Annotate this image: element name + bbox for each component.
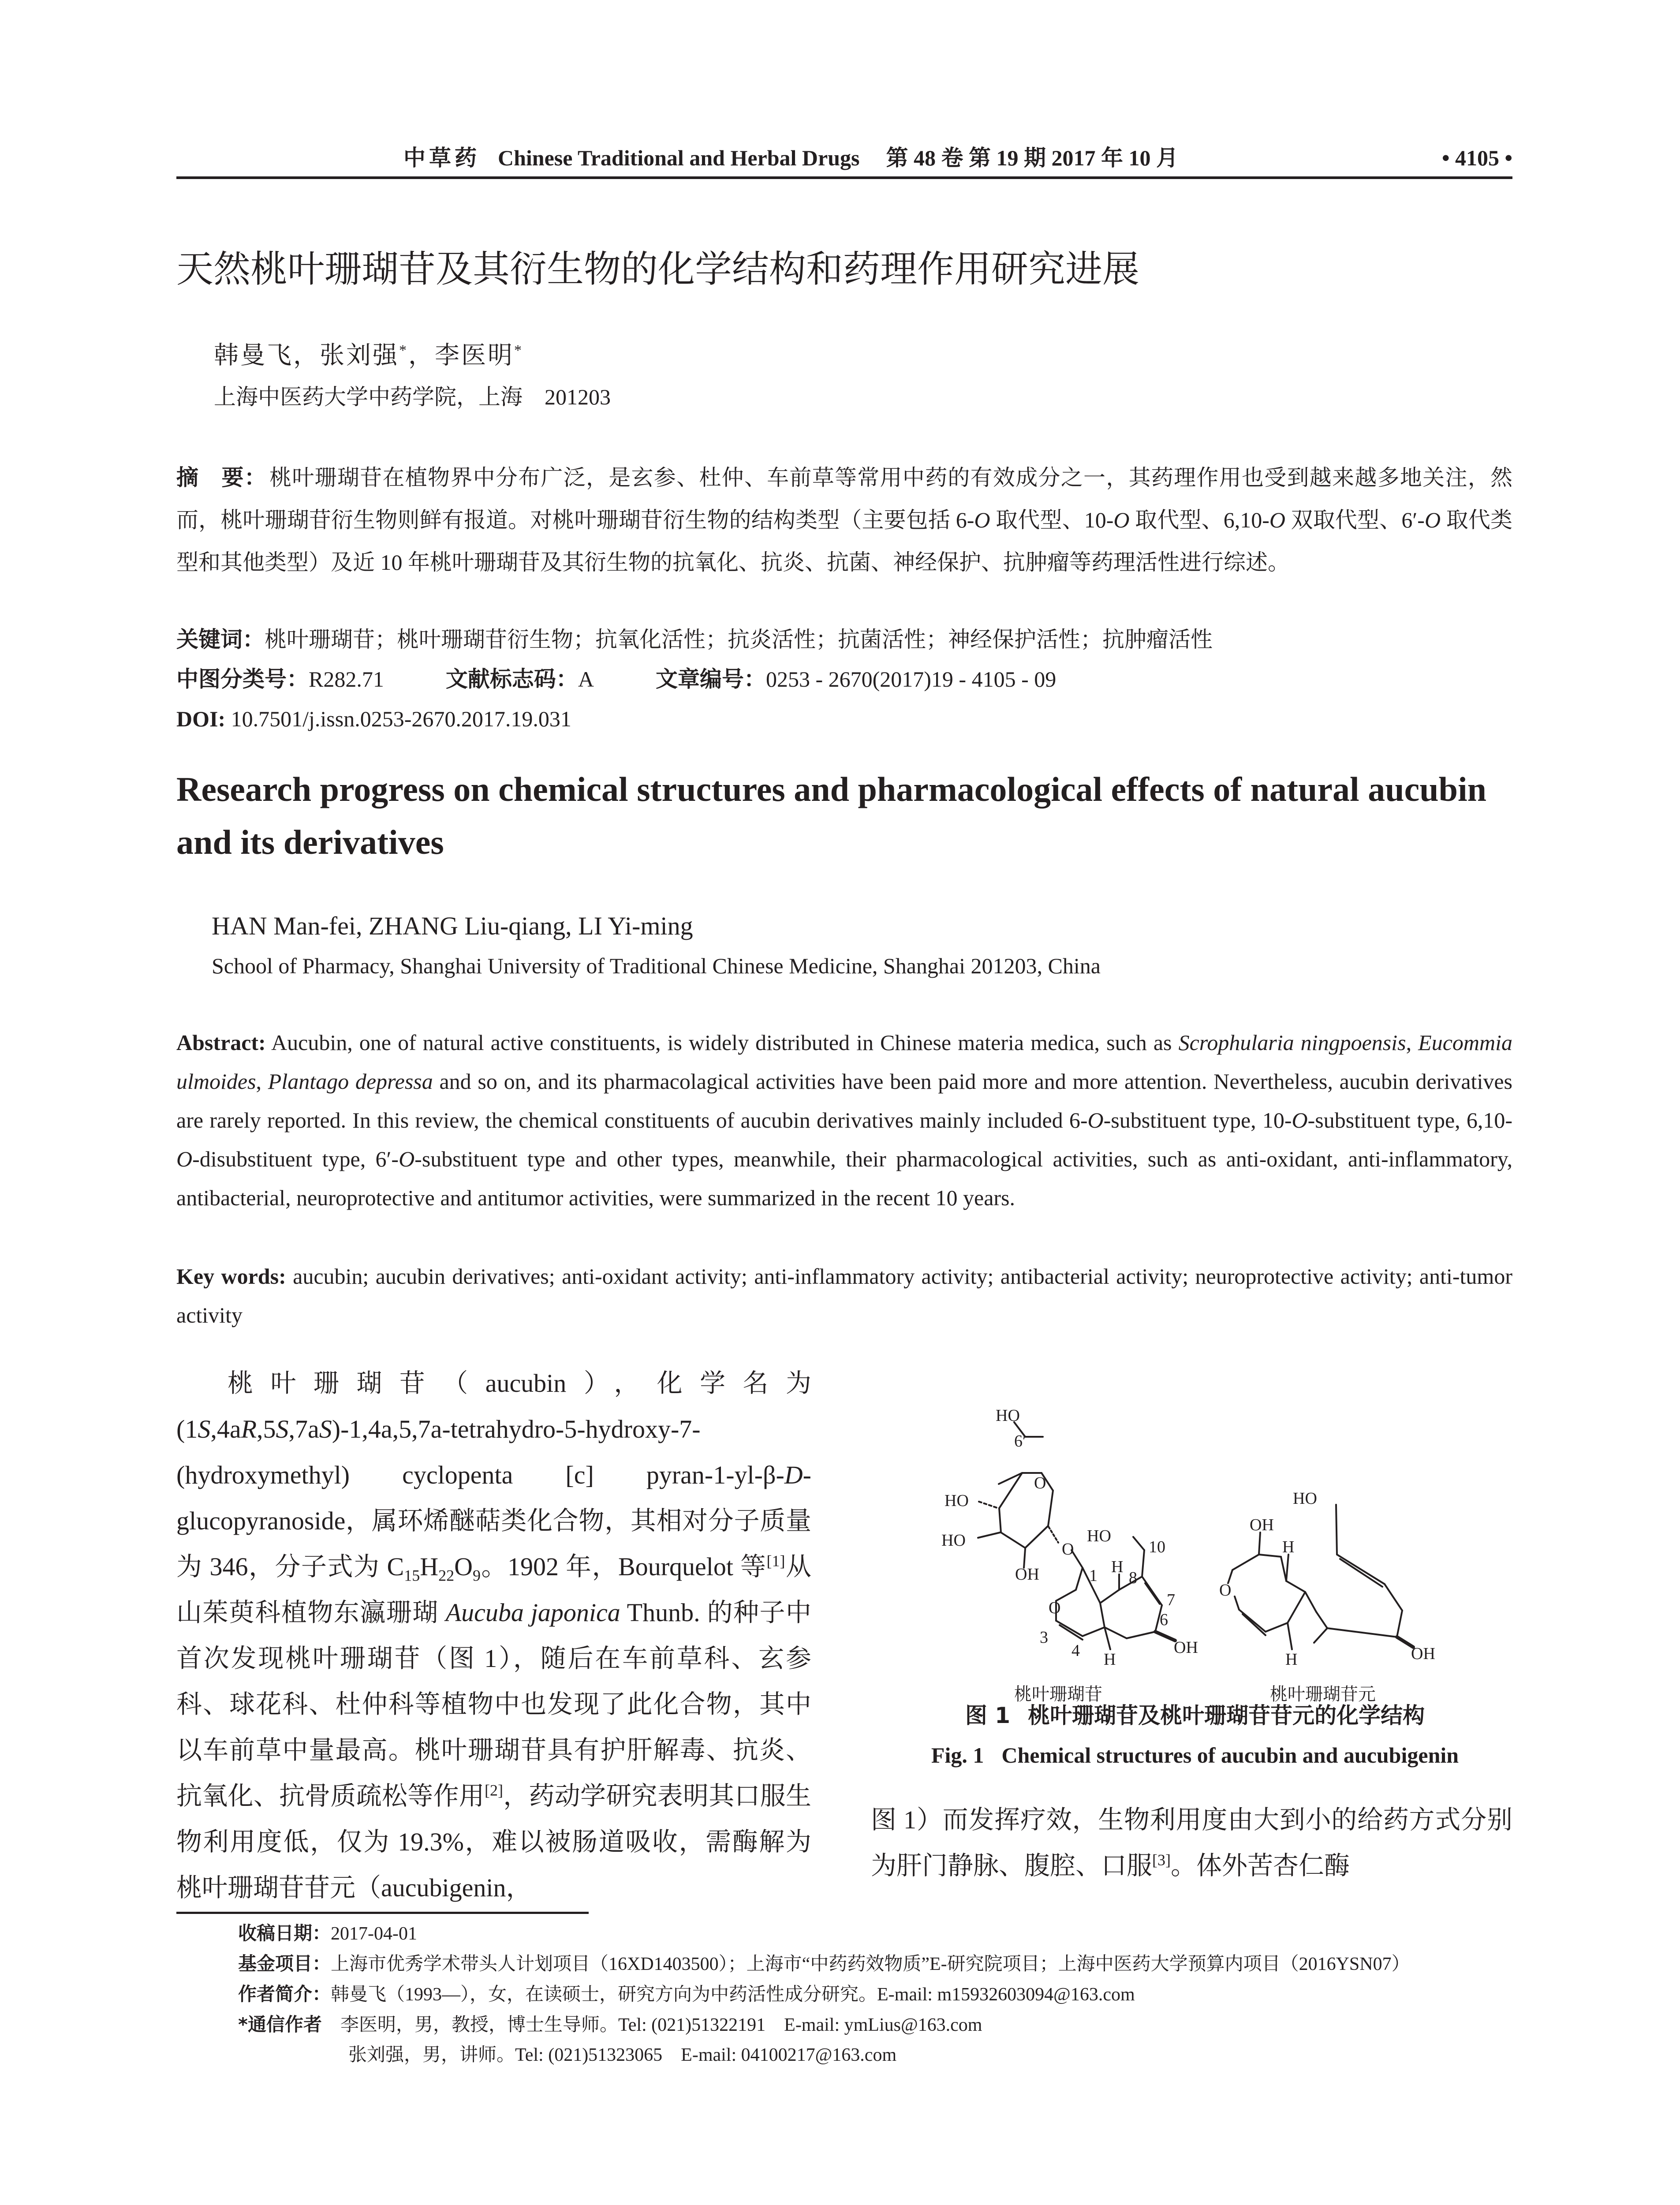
article-title-en: Research progress on chemical structures and pharmacological effects of natural aucubin and its derivatives	[176, 770, 1487, 861]
author-name: 韩曼飞，	[214, 342, 320, 370]
footnote-label: 收稿日期：	[238, 1922, 331, 1944]
clc-value: R282.71	[309, 667, 384, 691]
subscript: 9	[473, 1566, 481, 1585]
caption-text: 桃叶珊瑚苷及桃叶珊瑚苷苷元的化学结构	[1028, 1703, 1425, 1728]
corresponding-author	[238, 2010, 1539, 2040]
body-text: ,4a	[210, 1415, 241, 1443]
footnote-text: 韩曼飞（1993—），女，在读硕士，研究方向为中药活性成分研究。E-mail: m15932603094@163.com	[331, 1984, 1135, 2005]
atom-label: O	[1049, 1599, 1061, 1617]
footnote-text: 2017-04-01	[331, 1924, 417, 1944]
doi-value[interactable]: 10.7501/j.issn.0253-2670.2017.19.031	[231, 706, 571, 731]
caption-text: Chemical structures of aucubin and aucubigenin	[1001, 1743, 1459, 1768]
keywords-text-cn: 桃叶珊瑚苷；桃叶珊瑚苷衍生物；抗氧化活性；抗炎活性；抗菌活性；神经保护活性；抗肿瘤活性	[265, 627, 1213, 652]
body-text-left-column	[176, 1360, 811, 1911]
journal-name-cn: 中草药	[403, 146, 480, 170]
atom-label: HO	[1293, 1489, 1317, 1508]
species-name: Aucuba japonica	[445, 1598, 620, 1627]
author-name: 张刘强	[320, 342, 399, 370]
italic-o: O	[974, 508, 990, 532]
abstract-text: ,	[1406, 1030, 1419, 1055]
page-number: • 4105 •	[1441, 146, 1512, 170]
authors-cn	[214, 331, 523, 376]
citation-link[interactable]: [2]	[485, 1781, 503, 1799]
figure-chemical-structures	[886, 1394, 1517, 1724]
body-text: O	[454, 1552, 473, 1581]
body-text: 。1902 年，Bourquelot 等	[481, 1552, 767, 1581]
body-text: ，药动学研究表明其口服生物利用度低，仅为 19.3%，难以被肠道吸收，需酶解为桃叶珊瑚苷苷元（aucubigenin，	[176, 1782, 811, 1902]
atom-label: 6	[1160, 1611, 1168, 1629]
footnote-text: 张刘强，男，讲师。Tel: (021)51323065 E-mail: 04100217@163.com	[348, 2045, 897, 2065]
keywords-cn	[176, 620, 1512, 659]
atom-label: OH	[1174, 1638, 1198, 1657]
body-text: 图 1）而发挥疗效，生物利用度由大到小的给药方式分别为肝门静脉、腹腔、口服	[871, 1805, 1512, 1880]
body-text: ,5	[257, 1415, 276, 1443]
figure-caption-cn	[864, 1698, 1526, 1733]
atom-label: H	[1111, 1558, 1124, 1576]
keywords-text-en: aucubin; aucubin derivatives; anti-oxidant activity; anti-inflammatory activity; antibacterial activity; neuroprotective activity; anti-tumor activity	[176, 1264, 1512, 1327]
body-text: -glucopyranoside，属环烯醚萜类化合物，其相对分子质量为 346，分子式为 C	[176, 1461, 811, 1581]
atom-label: HO	[1087, 1527, 1111, 1545]
doi	[176, 699, 1512, 739]
article-id	[656, 659, 1056, 699]
footnote-label: *通信作者	[238, 2014, 322, 2035]
abstract-cn	[176, 456, 1512, 583]
postal-code: 201203	[545, 385, 611, 409]
journal-name-en: Chinese Traditional and Herbal Drugs	[498, 146, 860, 170]
abstract-text: ,	[256, 1069, 268, 1094]
body-text: Thunb. 的种子中首次发现桃叶珊瑚苷（图 1），随后在车前草科、玄参科、球花科、杜仲科等植物中也发现了此化合物，其中以车前草中量最高。桃叶珊瑚苷具有护肝解毒、抗炎、抗氧化、抗骨质疏松等作用	[176, 1598, 811, 1810]
header-rule	[176, 176, 1512, 179]
atom-label: 6′	[1014, 1432, 1027, 1450]
figure-caption-en	[864, 1738, 1526, 1773]
article-id-label: 文章编号：	[655, 666, 766, 692]
abstract-text: 取代型、10-	[990, 508, 1114, 532]
atom-label: OH	[1411, 1644, 1435, 1663]
atom-label: 1	[1089, 1566, 1098, 1585]
compound-name-aucubigenin: 桃叶珊瑚苷元	[1270, 1684, 1376, 1704]
footnote-rule	[176, 1912, 589, 1914]
italic-o: O	[1113, 508, 1130, 532]
italic-o: O	[1269, 508, 1285, 532]
received-date	[238, 1918, 1539, 1949]
authors-en: HAN Man-fei, ZHANG Liu-qiang, LI Yi-ming	[212, 912, 693, 940]
abstract-en	[176, 1023, 1512, 1217]
atom-label: OH	[1250, 1516, 1274, 1534]
abstract-text: 桃叶珊瑚苷在植物界中分布广泛，是玄参、杜仲、车前草等常用中药的有效成分之一，其药理作用也受到越来越多地关注，然而，桃叶珊瑚苷衍生物则鲜有报道。对桃叶珊瑚苷衍生物的结构类型（主要包括 6-	[176, 465, 1513, 532]
atom-label: 3	[1040, 1628, 1048, 1647]
abstract-text: 取代类型和其他类型）及近 10 年桃叶珊瑚苷及其衍生物的抗氧化、抗炎、抗菌、神经保护、抗肿瘤等药理活性进行综述。	[176, 508, 1513, 575]
atom-label: 4	[1071, 1641, 1080, 1660]
abstract-label-cn: 摘 要：	[176, 465, 267, 490]
keywords-en	[176, 1257, 1512, 1334]
citation-link[interactable]: [3]	[1152, 1851, 1171, 1869]
atom-label: 7	[1167, 1591, 1175, 1609]
subscript: 22	[438, 1566, 455, 1585]
species-name: Plantago depressa	[268, 1069, 433, 1094]
compound-name-aucubin: 桃叶珊瑚苷	[1014, 1684, 1102, 1704]
abstract-text: -substituent type, 10-	[1103, 1108, 1292, 1132]
document-code	[446, 659, 594, 699]
abstract-label-en: Abstract:	[176, 1030, 266, 1055]
italic-text: R	[241, 1415, 257, 1443]
body-text: ,7a	[288, 1415, 319, 1443]
body-text-right-column	[871, 1797, 1512, 1889]
atom-label: O	[1034, 1474, 1046, 1492]
atom-label: HO	[941, 1531, 966, 1550]
article-title-cn: 天然桃叶珊瑚苷及其衍生物的化学结构和药理作用研究进展	[176, 247, 1140, 291]
classification-cn	[176, 659, 1512, 699]
atom-label: H	[1104, 1650, 1116, 1669]
italic-o: O	[1292, 1108, 1308, 1132]
italic-text: S	[198, 1415, 211, 1443]
italic-text: S	[319, 1415, 332, 1443]
body-text: 从山茱萸科植物东瀛珊瑚	[176, 1552, 811, 1627]
abstract-text: -substituent type and other types, meanwhile, their pharmacological activities, such as anti-oxidant, anti-inflammatory, antibacterial, neuroprotective and antitumor activities, were summarized in the recent 10 years.	[176, 1147, 1512, 1210]
atom-label: OH	[1015, 1565, 1039, 1584]
doi-label: DOI:	[176, 706, 226, 731]
atom-label: O	[1219, 1581, 1232, 1600]
body-text: 桃叶珊瑚苷（aucubin），化学名为 (1	[176, 1369, 811, 1443]
species-name: Eucommia ulmoides	[176, 1030, 1512, 1094]
keywords-label-en: Key words:	[176, 1264, 286, 1289]
italic-o: O	[176, 1147, 193, 1171]
clc-label: 中图分类号：	[176, 666, 309, 692]
article-id-value: 0253 - 2670(2017)19 - 4105 - 09	[765, 667, 1057, 691]
header-left	[403, 140, 1178, 176]
abstract-text: -disubstituent type, 6′-	[192, 1147, 399, 1171]
atom-label: HO	[945, 1491, 969, 1510]
doc-value: A	[578, 667, 594, 691]
running-header	[176, 140, 1512, 176]
subscript: 15	[404, 1566, 420, 1585]
separator: ，	[408, 342, 435, 370]
issue-info: 第 48 卷 第 19 期 2017 年 10 月	[886, 146, 1178, 170]
footnotes	[238, 1918, 1539, 2070]
italic-text: S	[276, 1415, 289, 1443]
abstract-text: -substituent type, 6,10-	[1307, 1108, 1512, 1132]
atom-label: 10	[1149, 1538, 1165, 1556]
body-text: H	[420, 1552, 439, 1581]
corresponding-mark: *	[399, 342, 408, 359]
citation-link[interactable]: [1]	[766, 1552, 785, 1570]
atom-label: 8	[1129, 1569, 1137, 1587]
abstract-text: and so on, and its pharmacolagical activities have been paid more and more attention. Nevertheless, aucubin derivatives are rarely reported. In this review, the chemical constituents of aucubin derivatives mainly included 6-	[176, 1069, 1512, 1132]
atom-label: O	[1062, 1540, 1074, 1558]
funding	[238, 1949, 1539, 1979]
clc-number	[176, 659, 384, 699]
figure-number: Fig. 1	[931, 1743, 984, 1768]
body-text: 。体外苦杏仁酶	[1171, 1851, 1350, 1880]
italic-o: O	[1087, 1108, 1104, 1132]
figure-number: 图 1	[965, 1703, 1011, 1728]
atom-label: HO	[996, 1406, 1020, 1425]
author-name: 李医明	[435, 342, 514, 370]
abstract-text: Aucubin, one of natural active constituents, is widely distributed in Chinese materia medica, such as	[265, 1030, 1179, 1055]
corresponding-author-2	[238, 2040, 1539, 2070]
footnote-label: 作者简介：	[238, 1983, 331, 2005]
abstract-text: 取代型、6,10-	[1129, 508, 1269, 532]
italic-o: O	[1424, 508, 1441, 532]
footnote-text: 上海市优秀学术带头人计划项目（16XD1403500）；上海市“中药药效物质”E-研究院项目；上海中医药大学预算内项目（2016YSN07）	[331, 1954, 1410, 1974]
body-text: )-1,4a,5,7a-tetrahydro-5-hydroxy-7-(hydroxymethyl) cyclopenta [c] pyran-1-yl-β-	[176, 1415, 784, 1489]
footnote-label: 基金项目：	[238, 1953, 331, 1974]
affiliation-cn	[214, 379, 611, 415]
affiliation-en: School of Pharmacy, Shanghai University of Traditional Chinese Medicine, Shanghai 201203, China	[212, 953, 1101, 978]
italic-o: O	[399, 1147, 415, 1171]
footnote-text: 李医明，男，教授，博士生导师。Tel: (021)51322191 E-mail: ymLius@163.com	[340, 2015, 982, 2035]
abstract-text: 双取代型、6′-	[1285, 508, 1425, 532]
corresponding-mark: *	[514, 342, 523, 359]
italic-text: D	[784, 1461, 803, 1489]
atom-label: H	[1285, 1650, 1298, 1669]
doc-label: 文献标志码：	[445, 666, 578, 692]
atom-label: H	[1282, 1538, 1295, 1556]
species-name: Scrophularia ningpoensis	[1178, 1030, 1406, 1055]
author-bio	[238, 1979, 1539, 2010]
affiliation-name: 上海中医药大学中药学院，上海	[214, 385, 523, 409]
keywords-label-cn: 关键词：	[176, 627, 265, 652]
